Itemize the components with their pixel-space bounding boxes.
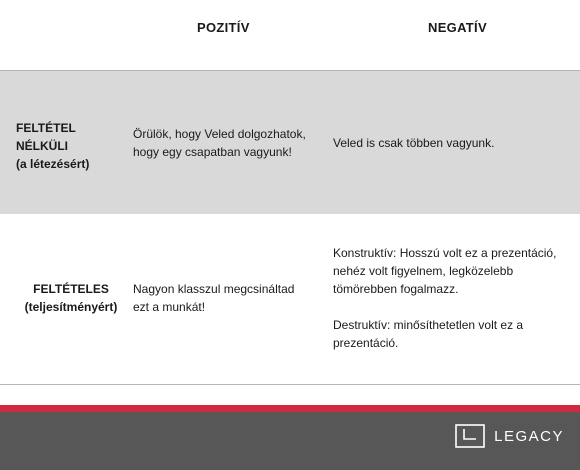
table-bottom-divider	[0, 384, 580, 385]
table-row-unconditional	[0, 71, 580, 214]
column-header-positive: POZITÍV	[197, 20, 250, 35]
cell-text-line: prezentáció.	[333, 336, 399, 350]
cell-unconditional-negative	[333, 134, 563, 152]
cell-text-line: Veled is csak többen vagyunk.	[333, 136, 495, 150]
row-label-line: FELTÉTELES	[33, 282, 109, 296]
cell-conditional-negative	[333, 244, 573, 352]
cell-text-line: tömörebben fogalmazz.	[333, 282, 459, 296]
row-label-line: FELTÉTEL	[16, 121, 76, 135]
footer-accent-stripe	[0, 405, 580, 412]
legacy-logo	[455, 424, 564, 448]
cell-unconditional-positive	[133, 125, 323, 161]
cell-text-line: nehéz volt figyelnem, legközelebb	[333, 264, 514, 278]
row-label-line: (teljesítményért)	[24, 300, 118, 314]
cell-text-line: hogy egy csapatban vagyunk!	[133, 145, 292, 159]
constructive-feedback	[333, 244, 573, 298]
cell-text-line: Örülök, hogy Veled dolgozhatok,	[133, 127, 306, 141]
column-header-negative: NEGATÍV	[428, 20, 487, 35]
destructive-feedback	[333, 316, 573, 352]
footer-bar	[0, 412, 580, 470]
cell-conditional-positive	[133, 280, 323, 316]
cell-text-line: Konstruktív: Hosszú volt ez a prezentáció,	[333, 246, 557, 260]
cell-text-line: Nagyon klasszul megcsináltad	[133, 282, 295, 296]
cell-text-line: Destruktív: minősíthetetlen volt ez a	[333, 318, 524, 332]
row-label-line: NÉLKÜLI	[16, 139, 68, 153]
row-label-line: (a létezésért)	[16, 157, 90, 171]
row-label-conditional	[16, 280, 126, 316]
cell-text-line: ezt a munkát!	[133, 300, 206, 314]
table-row-conditional	[0, 214, 580, 384]
legacy-logo-mark-icon	[455, 424, 485, 448]
logo-text: LEGACY	[494, 427, 564, 445]
row-label-unconditional	[16, 119, 116, 173]
